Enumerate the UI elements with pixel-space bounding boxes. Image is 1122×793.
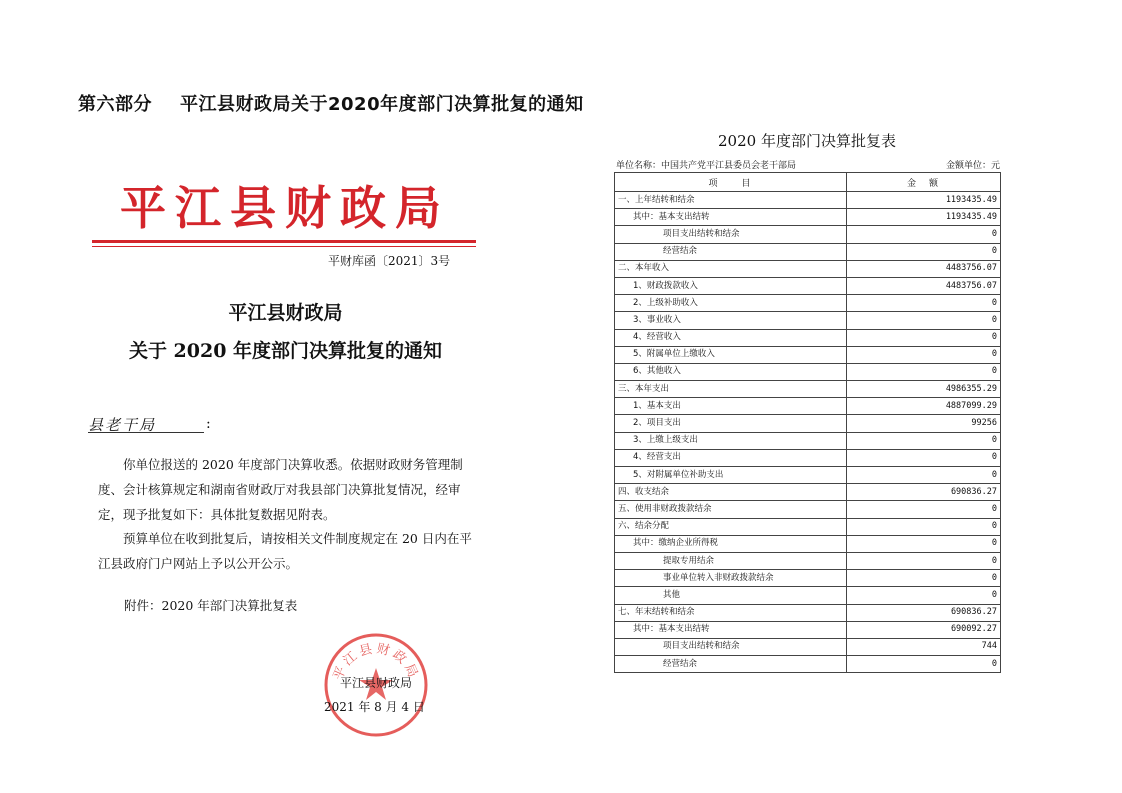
row-item-label: 其中：基本支出结转 bbox=[615, 621, 847, 638]
approval-table-title: 2020 年度部门决算批复表 bbox=[718, 132, 896, 150]
row-item-label: 项目支出结转和结余 bbox=[615, 226, 847, 243]
table-row bbox=[615, 226, 1001, 243]
seal-organization: 平江县财政局 bbox=[340, 676, 413, 690]
amount-unit: 金额单位：元 bbox=[945, 161, 1000, 171]
table-row bbox=[615, 604, 1001, 621]
row-amount: 0 bbox=[847, 552, 1001, 569]
row-amount: 0 bbox=[847, 656, 1001, 673]
row-item-label: 三、本年支出 bbox=[615, 381, 847, 398]
section-title bbox=[78, 90, 584, 116]
attachment-note: 附件：2020 年部门决算批复表 bbox=[124, 598, 298, 613]
row-item-label: 项目支出结转和结余 bbox=[615, 638, 847, 655]
letterhead-red-rule bbox=[92, 240, 476, 243]
table-row bbox=[615, 295, 1001, 312]
row-item-label: 二、本年收入 bbox=[615, 260, 847, 277]
row-amount: 690092.27 bbox=[847, 621, 1001, 638]
col-header-item: 项 目 bbox=[615, 173, 847, 192]
row-item-label: 其中：缴纳企业所得税 bbox=[615, 535, 847, 552]
row-amount: 0 bbox=[847, 226, 1001, 243]
table-row bbox=[615, 467, 1001, 484]
approval-table-body bbox=[615, 192, 1001, 673]
row-amount: 0 bbox=[847, 329, 1001, 346]
table-row bbox=[615, 209, 1001, 226]
row-amount: 0 bbox=[847, 587, 1001, 604]
row-amount: 744 bbox=[847, 638, 1001, 655]
row-amount: 0 bbox=[847, 570, 1001, 587]
row-item-label: 1、财政拨款收入 bbox=[615, 277, 847, 294]
table-row bbox=[615, 449, 1001, 466]
row-item-label: 四、收支结余 bbox=[615, 484, 847, 501]
table-row bbox=[615, 638, 1001, 655]
row-item-label: 6、其他收入 bbox=[615, 363, 847, 380]
row-item-label: 事业单位转入非财政拨款结余 bbox=[615, 570, 847, 587]
table-row bbox=[615, 312, 1001, 329]
seal-date: 2021 年 8 月 4 日 bbox=[324, 700, 425, 714]
letterhead-red-rule-thin bbox=[92, 246, 476, 247]
section-title-text: 平江县财政局关于2020年度部门决算批复的通知 bbox=[180, 94, 584, 115]
table-row bbox=[615, 535, 1001, 552]
section-part-label: 第六部分 bbox=[78, 94, 152, 115]
row-item-label: 1、基本支出 bbox=[615, 398, 847, 415]
table-row bbox=[615, 501, 1001, 518]
row-item-label: 5、对附属单位补助支出 bbox=[615, 467, 847, 484]
row-item-label: 五、使用非财政拨款结余 bbox=[615, 501, 847, 518]
table-row bbox=[615, 570, 1001, 587]
row-amount: 99256 bbox=[847, 415, 1001, 432]
addressee-handwritten: 县老干局 bbox=[88, 414, 204, 433]
table-row bbox=[615, 277, 1001, 294]
seal-ring-text: 平江县财政局 bbox=[330, 641, 422, 683]
row-item-label: 3、上缴上级支出 bbox=[615, 432, 847, 449]
letter-paragraph-1: 你单位报送的 2020 年度部门决算收悉。依据财政财务管理制度、会计核算规定和湖南省财政厅对我县部门决算批复情况，经审定，现予批复如下：具体批复数据见附表。 bbox=[98, 457, 463, 522]
col-header-amount: 金 额 bbox=[847, 173, 1001, 192]
row-item-label: 5、附属单位上缴收入 bbox=[615, 346, 847, 363]
official-letter bbox=[88, 160, 483, 740]
row-amount: 0 bbox=[847, 449, 1001, 466]
row-item-label: 一、上年结转和结余 bbox=[615, 192, 847, 209]
row-amount: 690836.27 bbox=[847, 484, 1001, 501]
approval-table bbox=[614, 172, 1001, 673]
row-item-label: 其中：基本支出结转 bbox=[615, 209, 847, 226]
row-item-label: 4、经营支出 bbox=[615, 449, 847, 466]
row-item-label: 2、项目支出 bbox=[615, 415, 847, 432]
letter-paragraph-2: 预算单位在收到批复后，请按相关文件制度规定在 20 日内在平江县政府门户网站上予以公开公示。 bbox=[98, 531, 472, 571]
table-row bbox=[615, 381, 1001, 398]
letter-title-issuer: 平江县财政局 bbox=[228, 302, 343, 324]
row-item-label: 经营结余 bbox=[615, 243, 847, 260]
row-amount: 4483756.07 bbox=[847, 260, 1001, 277]
row-amount: 0 bbox=[847, 518, 1001, 535]
row-amount: 0 bbox=[847, 243, 1001, 260]
unit-name: 单位名称：中国共产党平江县委员会老干部局 bbox=[616, 161, 797, 171]
row-item-label: 六、结余分配 bbox=[615, 518, 847, 535]
row-amount: 0 bbox=[847, 535, 1001, 552]
row-item-label: 4、经营收入 bbox=[615, 329, 847, 346]
row-amount: 4986355.29 bbox=[847, 381, 1001, 398]
row-item-label: 提取专用结余 bbox=[615, 552, 847, 569]
row-amount: 0 bbox=[847, 432, 1001, 449]
table-header-row bbox=[615, 173, 1001, 192]
addressee-colon: : bbox=[206, 416, 211, 432]
table-row bbox=[615, 243, 1001, 260]
row-amount: 4887099.29 bbox=[847, 398, 1001, 415]
row-amount: 1193435.49 bbox=[847, 209, 1001, 226]
row-item-label: 3、事业收入 bbox=[615, 312, 847, 329]
row-item-label: 七、年末结转和结余 bbox=[615, 604, 847, 621]
row-amount: 4483756.07 bbox=[847, 277, 1001, 294]
letter-title-subject: 关于 2020 年度部门决算批复的通知 bbox=[128, 340, 443, 362]
document-number: 平财库函〔2021〕3号 bbox=[328, 254, 451, 268]
table-row bbox=[615, 260, 1001, 277]
table-row bbox=[615, 518, 1001, 535]
row-item-label: 经营结余 bbox=[615, 656, 847, 673]
approval-table-meta bbox=[616, 158, 1000, 170]
row-amount: 0 bbox=[847, 501, 1001, 518]
table-row bbox=[615, 192, 1001, 209]
table-row bbox=[615, 656, 1001, 673]
table-row bbox=[615, 587, 1001, 604]
row-amount: 0 bbox=[847, 363, 1001, 380]
letterhead: 平江县财政局 bbox=[120, 181, 450, 235]
row-item-label: 2、上级补助收入 bbox=[615, 295, 847, 312]
table-row bbox=[615, 346, 1001, 363]
row-amount: 1193435.49 bbox=[847, 192, 1001, 209]
row-item-label: 其他 bbox=[615, 587, 847, 604]
row-amount: 0 bbox=[847, 312, 1001, 329]
table-row bbox=[615, 432, 1001, 449]
row-amount: 690836.27 bbox=[847, 604, 1001, 621]
table-row bbox=[615, 363, 1001, 380]
table-row bbox=[615, 552, 1001, 569]
table-row bbox=[615, 621, 1001, 638]
table-row bbox=[615, 329, 1001, 346]
row-amount: 0 bbox=[847, 346, 1001, 363]
row-amount: 0 bbox=[847, 295, 1001, 312]
table-row bbox=[615, 484, 1001, 501]
table-row bbox=[615, 398, 1001, 415]
table-row bbox=[615, 415, 1001, 432]
row-amount: 0 bbox=[847, 467, 1001, 484]
